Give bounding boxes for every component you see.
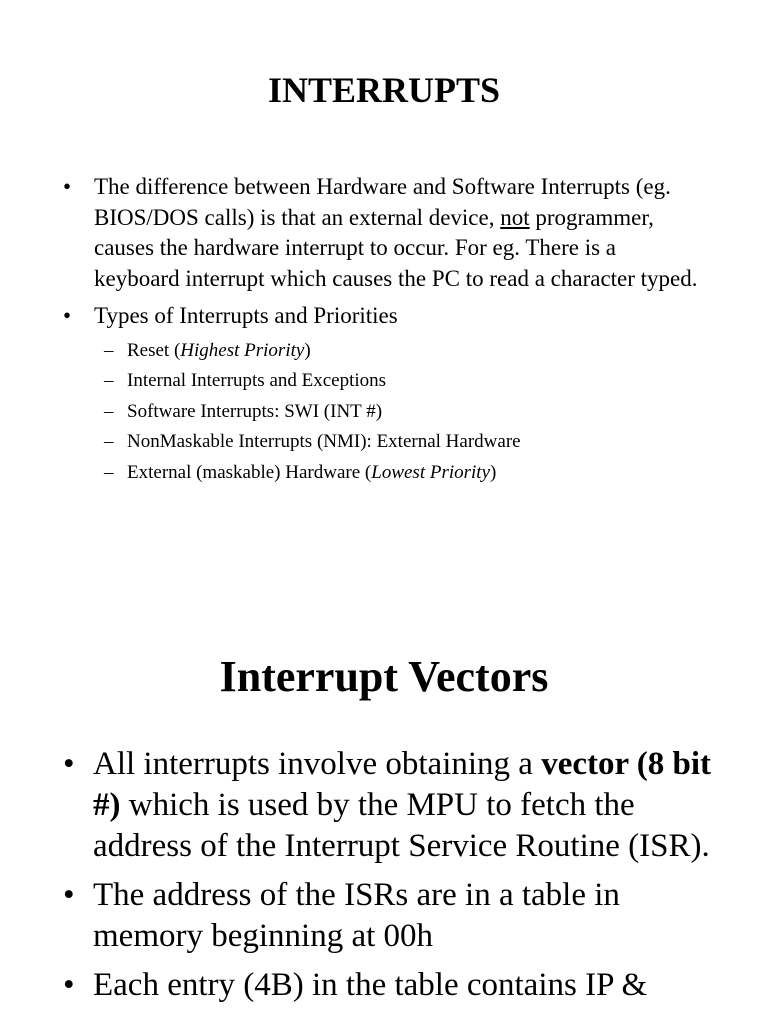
bullet-list bbox=[58, 744, 718, 1014]
bullet-item bbox=[58, 744, 718, 867]
priority-note: Highest Priority bbox=[180, 339, 305, 361]
sub-bullet-text: Reset ( bbox=[127, 339, 181, 361]
bold-term: vector (8 bit #) bbox=[93, 746, 712, 823]
underlined-word: not bbox=[500, 204, 530, 230]
sub-bullet-text: ) bbox=[304, 339, 311, 361]
bullet-text: programmer, causes the hardware interrupt to occur. For eg. There is a keyboard interrupt which causes the PC to read a character typed. bbox=[94, 204, 698, 291]
bullet-list bbox=[60, 172, 700, 495]
sub-bullet-text: ) bbox=[490, 461, 497, 483]
priority-note: Lowest Priority bbox=[371, 461, 491, 483]
slide-title: Interrupt Vectors bbox=[219, 652, 549, 701]
bullet-item bbox=[60, 172, 700, 294]
sub-bullet-item bbox=[94, 336, 700, 367]
sub-bullet-item: – NonMaskable Interrupts (NMI): External Hardware bbox=[94, 427, 700, 458]
sub-bullet-item: – Internal Interrupts and Exceptions bbox=[94, 366, 700, 397]
bullet-item bbox=[60, 301, 700, 488]
slide-title: INTERRUPTS bbox=[267, 70, 501, 110]
bullet-text: The difference between Hardware and Software Interrupts (eg. BIOS/DOS calls) is that an external device, bbox=[94, 174, 671, 230]
bullet-text: Types of Interrupts and Priorities bbox=[94, 303, 398, 328]
sub-bullet-list bbox=[94, 336, 700, 489]
sub-bullet-item: – Software Interrupts: SWI (INT #) bbox=[94, 397, 700, 428]
bullet-item: • Each entry (4B) in the table contains IP & bbox=[58, 965, 718, 1006]
slide-interrupt-vectors bbox=[0, 560, 768, 1024]
bullet-item: • The address of the ISRs are in a table in memory beginning at 00h bbox=[58, 875, 718, 957]
bullet-text: which is used by the MPU to fetch the address of the Interrupt Service Routine (ISR). bbox=[93, 787, 710, 864]
sub-bullet-item bbox=[94, 458, 700, 489]
sub-bullet-text: External (maskable) Hardware ( bbox=[127, 461, 372, 483]
bullet-text: All interrupts involve obtaining a bbox=[93, 746, 542, 782]
